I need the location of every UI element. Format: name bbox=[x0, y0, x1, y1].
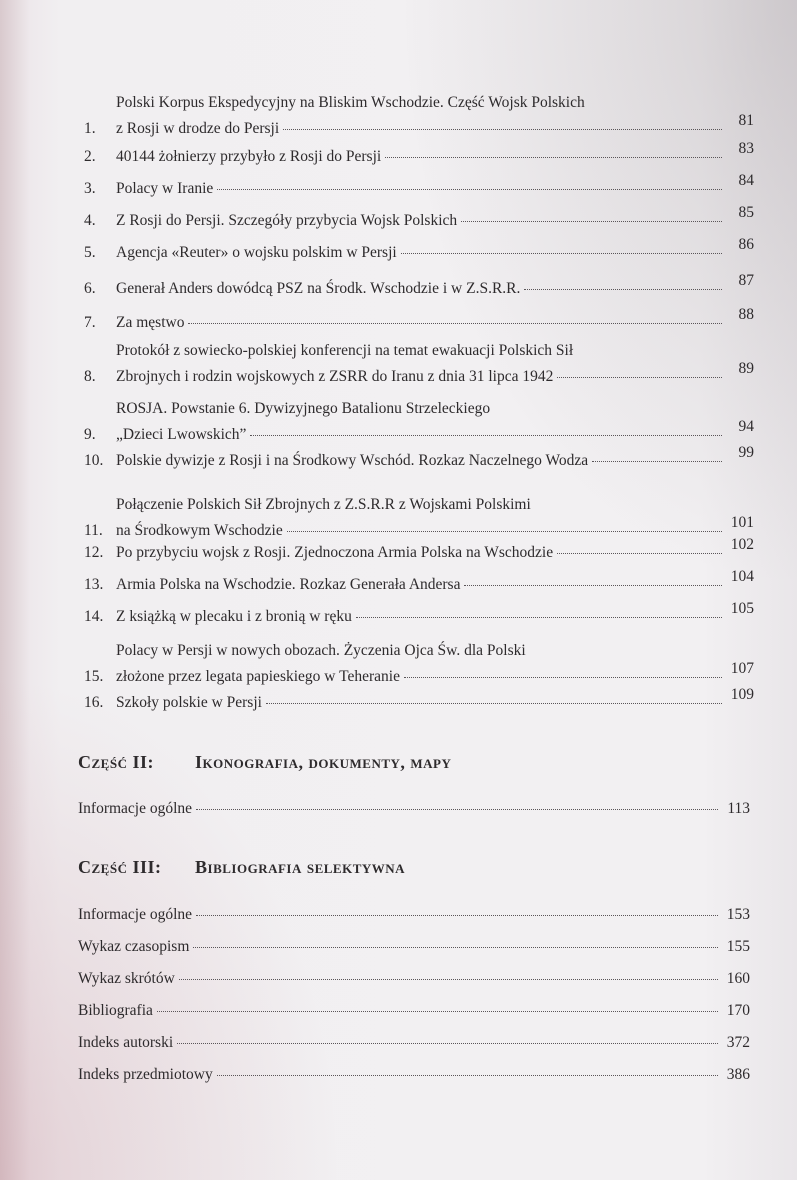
entry-line bbox=[116, 312, 726, 333]
dot-leader bbox=[157, 1011, 718, 1012]
entry-line bbox=[116, 178, 726, 199]
entry-number: 12. bbox=[84, 544, 104, 561]
page-number: 99 bbox=[738, 444, 754, 461]
entry-title: Polskie dywizje z Rosji i na Środkowy Wschód. Rozkaz Naczelnego Wodza bbox=[116, 452, 589, 469]
toc-entry bbox=[84, 686, 754, 718]
dot-leader bbox=[266, 703, 722, 704]
dot-leader bbox=[196, 809, 718, 810]
entry-line bbox=[116, 494, 726, 515]
dot-leader bbox=[196, 915, 718, 916]
part-label: Część III: bbox=[78, 857, 162, 877]
entry-title: ROSJA. Powstanie 6. Dywizyjnego Batalionu Strzeleckiego bbox=[116, 400, 491, 417]
dot-leader bbox=[524, 289, 722, 290]
toc-entry bbox=[84, 494, 754, 546]
toc-entry bbox=[78, 970, 750, 988]
entry-number: 16. bbox=[84, 694, 104, 711]
entry-number: 15. bbox=[84, 668, 104, 685]
page-number: 104 bbox=[730, 568, 754, 585]
page-number: 153 bbox=[726, 906, 750, 923]
entry-title: „Dzieci Lwowskich” bbox=[116, 426, 247, 443]
dot-leader bbox=[464, 585, 722, 586]
page-number: 83 bbox=[738, 140, 754, 157]
dot-leader bbox=[461, 221, 722, 222]
toc-entry bbox=[84, 340, 754, 392]
entry-line bbox=[116, 398, 726, 419]
page-number: 107 bbox=[730, 660, 754, 677]
page-number: 113 bbox=[727, 800, 750, 817]
toc-entry bbox=[84, 398, 754, 450]
entry-number: 6. bbox=[84, 280, 96, 297]
page-number: 87 bbox=[738, 272, 754, 289]
page-number: 155 bbox=[726, 938, 750, 955]
entry-title: Polacy w Iranie bbox=[116, 180, 214, 197]
dot-leader bbox=[217, 189, 722, 190]
toc-entry bbox=[84, 640, 754, 692]
entry-line bbox=[116, 424, 726, 445]
page-number: 372 bbox=[726, 1034, 750, 1051]
toc-entry bbox=[84, 236, 754, 268]
entry-title: 40144 żołnierzy przybyło z Rosji do Persji bbox=[116, 148, 382, 165]
page-number: 160 bbox=[726, 970, 750, 987]
toc-entry bbox=[84, 306, 754, 338]
entry-number: 4. bbox=[84, 212, 96, 229]
entry-number: 9. bbox=[84, 426, 96, 443]
page-number: 386 bbox=[726, 1066, 750, 1083]
entry-line bbox=[116, 692, 726, 713]
entry-title: Połączenie Polskich Sił Zbrojnych z Z.S.R.R z Wojskami Polskimi bbox=[116, 496, 531, 513]
dot-leader bbox=[179, 979, 718, 980]
entry-number: 2. bbox=[84, 148, 96, 165]
toc-entry bbox=[84, 140, 754, 172]
entry-line bbox=[116, 146, 726, 167]
toc-entry bbox=[78, 1066, 750, 1084]
dot-leader bbox=[177, 1043, 718, 1044]
entry-title: Indeks przedmiotowy bbox=[78, 1066, 213, 1083]
page-number: 89 bbox=[738, 360, 754, 377]
entry-line bbox=[116, 520, 726, 541]
entry-title: na Środkowym Wschodzie bbox=[116, 522, 283, 539]
page-number: 105 bbox=[730, 600, 754, 617]
entry-line bbox=[116, 666, 726, 687]
entry-line bbox=[116, 574, 726, 595]
entry-line bbox=[116, 92, 726, 113]
part-heading bbox=[78, 752, 451, 773]
entry-title: Polacy w Persji w nowych obozach. Życzenia Ojca Św. dla Polski bbox=[116, 642, 526, 659]
dot-leader bbox=[188, 323, 722, 324]
page-number: 170 bbox=[726, 1002, 750, 1019]
toc-entry bbox=[78, 800, 750, 818]
part-title: Bibliografia selektywna bbox=[195, 857, 406, 877]
toc-entry bbox=[84, 92, 754, 144]
entry-title: Informacje ogólne bbox=[78, 906, 193, 923]
toc-entry bbox=[84, 272, 754, 304]
entry-title: Polski Korpus Ekspedycyjny na Bliskim Wschodzie. Część Wojsk Polskich bbox=[116, 94, 585, 111]
dot-leader bbox=[592, 461, 722, 462]
toc-entry bbox=[78, 906, 750, 924]
toc-entry bbox=[78, 938, 750, 956]
entry-title: Armia Polska na Wschodzie. Rozkaz Generała Andersa bbox=[116, 576, 461, 593]
entry-number: 13. bbox=[84, 576, 104, 593]
entry-title: Generał Anders dowódcą PSZ na Środk. Wschodzie i w Z.S.R.R. bbox=[116, 280, 521, 297]
dot-leader bbox=[217, 1075, 718, 1076]
dot-leader bbox=[404, 677, 722, 678]
entry-line bbox=[116, 118, 726, 139]
entry-title: z Rosji w drodze do Persji bbox=[116, 120, 280, 137]
entry-number: 11. bbox=[84, 522, 103, 539]
entry-title: Wykaz skrótów bbox=[78, 970, 175, 987]
entry-number: 10. bbox=[84, 452, 104, 469]
dot-leader bbox=[385, 157, 722, 158]
entry-line bbox=[116, 542, 726, 563]
dot-leader bbox=[283, 129, 722, 130]
entry-line bbox=[116, 242, 726, 263]
part-heading bbox=[78, 857, 405, 878]
page-number: 109 bbox=[730, 686, 754, 703]
dot-leader bbox=[557, 553, 722, 554]
part-title: Ikonografia, dokumenty, mapy bbox=[195, 752, 452, 772]
entry-number: 3. bbox=[84, 180, 96, 197]
entry-line bbox=[116, 640, 726, 661]
entry-title: Z Rosji do Persji. Szczegóły przybycia Wojsk Polskich bbox=[116, 212, 458, 229]
toc-entry bbox=[78, 1002, 750, 1020]
dot-leader bbox=[401, 253, 722, 254]
entry-title: złożone przez legata papieskiego w Teheranie bbox=[116, 668, 400, 685]
page-number: 102 bbox=[730, 536, 754, 553]
entry-line bbox=[116, 210, 726, 231]
toc-entry bbox=[84, 444, 754, 476]
page-number: 81 bbox=[738, 112, 754, 129]
toc-entry bbox=[84, 172, 754, 204]
page-number: 88 bbox=[738, 306, 754, 323]
entry-number: 5. bbox=[84, 244, 96, 261]
entry-title: Szkoły polskie w Persji bbox=[116, 694, 262, 711]
page-number: 85 bbox=[738, 204, 754, 221]
entry-number: 14. bbox=[84, 608, 104, 625]
entry-title: Za męstwo bbox=[116, 314, 185, 331]
entry-title: Wykaz czasopism bbox=[78, 938, 190, 955]
dot-leader bbox=[193, 947, 718, 948]
toc-entry bbox=[84, 600, 754, 632]
entry-title: Agencja «Reuter» o wojsku polskim w Persji bbox=[116, 244, 397, 261]
entry-title: Po przybyciu wojsk z Rosji. Zjednoczona Armia Polska na Wschodzie bbox=[116, 544, 554, 561]
entry-number: 7. bbox=[84, 314, 96, 331]
entry-title: Bibliografia bbox=[78, 1002, 153, 1019]
entry-line bbox=[116, 278, 726, 299]
toc-entry bbox=[78, 1034, 750, 1052]
toc-entry bbox=[84, 204, 754, 236]
entry-title: Zbrojnych i rodzin wojskowych z ZSRR do Iranu z dnia 31 lipca 1942 bbox=[116, 368, 554, 385]
entry-line bbox=[116, 606, 726, 627]
entry-number: 1. bbox=[84, 120, 96, 137]
dot-leader bbox=[557, 377, 722, 378]
part-label: Część II: bbox=[78, 752, 154, 772]
toc-entry bbox=[84, 568, 754, 600]
page-number: 84 bbox=[738, 172, 754, 189]
dot-leader bbox=[356, 617, 722, 618]
entry-title: Protokół z sowiecko-polskiej konferencji na temat ewakuacji Polskich Sił bbox=[116, 342, 574, 359]
toc-entry bbox=[84, 536, 754, 568]
entry-title: Indeks autorski bbox=[78, 1034, 174, 1051]
entry-line bbox=[116, 450, 726, 471]
dot-leader bbox=[287, 531, 722, 532]
entry-title: Informacje ogólne bbox=[78, 800, 193, 817]
entry-number: 8. bbox=[84, 368, 96, 385]
page-number: 101 bbox=[730, 514, 754, 531]
entry-title: Z książką w plecaku i z bronią w ręku bbox=[116, 608, 352, 625]
page-number: 86 bbox=[738, 236, 754, 253]
page-number: 94 bbox=[738, 418, 754, 435]
dot-leader bbox=[250, 435, 722, 436]
entry-line bbox=[116, 366, 726, 387]
entry-line bbox=[116, 340, 726, 361]
